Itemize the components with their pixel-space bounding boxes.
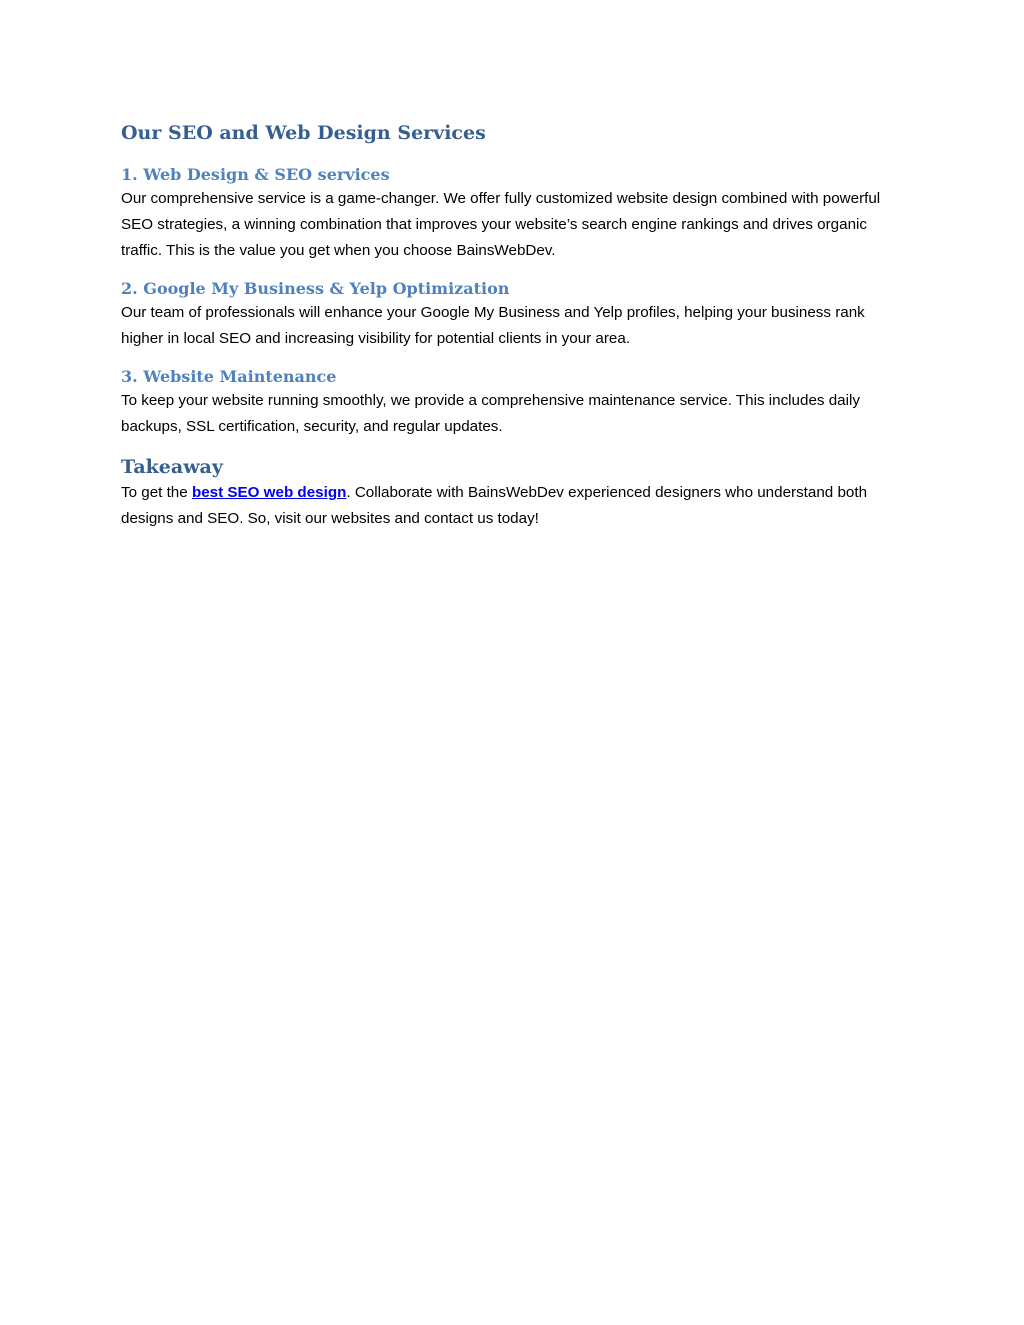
section-text: Our team of professionals will enhance your Google My Business and Yelp profiles, helping your business rank higher in local SEO and increasing visibility for potential clients in your area. bbox=[121, 304, 865, 347]
section-heading: 2. Google My Business & Yelp Optimization bbox=[121, 279, 510, 298]
takeaway-heading: Takeaway bbox=[121, 456, 223, 478]
section-heading: 3. Website Maintenance bbox=[121, 367, 337, 386]
section-heading: 1. Web Design & SEO services bbox=[121, 165, 390, 184]
takeaway-text bbox=[121, 480, 911, 532]
takeaway-text-before: To get the bbox=[121, 484, 192, 501]
document-page bbox=[121, 118, 911, 546]
section-text: To keep your website running smoothly, we provide a comprehensive maintenance service. This includes daily backups, SSL certification, security, and regular updates. bbox=[121, 392, 860, 435]
page-title: Our SEO and Web Design Services bbox=[121, 122, 486, 144]
best-seo-web-design-link[interactable]: best SEO web design bbox=[191, 484, 347, 501]
takeaway-text-after: . Collaborate with BainsWebDev experienced designers who understand both designs and SEO. So, visit our websites and contact us today! bbox=[121, 484, 868, 527]
section-website-maintenance bbox=[121, 366, 911, 440]
section-google-yelp bbox=[121, 278, 911, 352]
section-text: Our comprehensive service is a game-changer. We offer fully customized website design combined with powerful SEO strategies, a winning combination that improves your website’s search engine rankings and drives organic traffic. This is the value you get when you choose BainsWebDev. bbox=[121, 190, 881, 259]
section-takeaway bbox=[121, 454, 911, 532]
section-web-design-seo bbox=[121, 164, 911, 264]
